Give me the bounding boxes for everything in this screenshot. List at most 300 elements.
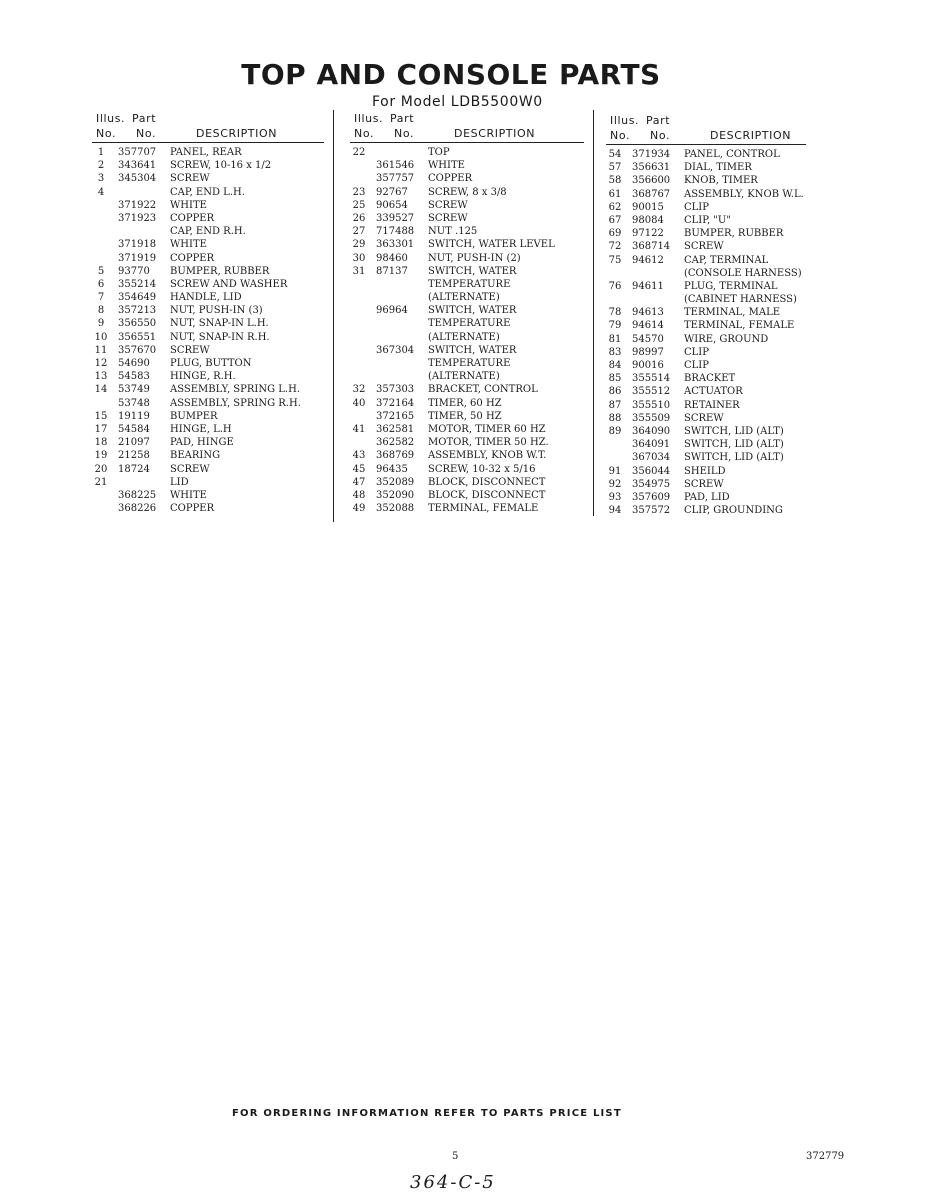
illus-number: 32 bbox=[352, 384, 366, 396]
illus-number: 11 bbox=[94, 344, 108, 356]
part-description: BUMPER, RUBBER bbox=[684, 228, 784, 240]
parts-row bbox=[92, 357, 324, 370]
illus-number: 18 bbox=[94, 437, 108, 449]
parts-list bbox=[606, 148, 806, 517]
part-number: 355512 bbox=[632, 386, 671, 398]
parts-row bbox=[606, 240, 806, 253]
part-number: 356550 bbox=[118, 318, 157, 330]
parts-row bbox=[606, 319, 806, 332]
part-description: SCREW bbox=[428, 212, 468, 224]
parts-row bbox=[350, 436, 584, 449]
illus-number: 75 bbox=[608, 254, 622, 266]
part-number: 356044 bbox=[632, 465, 671, 477]
illus-number: 31 bbox=[352, 265, 366, 277]
illus-number: 8 bbox=[97, 305, 105, 317]
parts-row bbox=[606, 372, 806, 385]
illus-number: 15 bbox=[94, 410, 108, 422]
part-description: TERMINAL, FEMALE bbox=[684, 320, 795, 332]
part-description: MOTOR, TIMER 50 HZ. bbox=[428, 437, 549, 449]
parts-row bbox=[350, 423, 584, 436]
part-number: 356600 bbox=[632, 175, 671, 187]
illus-number: 61 bbox=[608, 188, 622, 200]
part-description: (CONSOLE HARNESS) bbox=[684, 267, 802, 279]
part-description: SWITCH, LID (ALT) bbox=[684, 439, 784, 451]
part-number: 352089 bbox=[376, 476, 415, 488]
part-description: COPPER bbox=[170, 212, 215, 224]
parts-row bbox=[606, 161, 806, 174]
illus-number: 62 bbox=[608, 201, 622, 213]
part-description: PAD, LID bbox=[684, 491, 730, 503]
part-number: 357707 bbox=[118, 147, 157, 158]
illus-number: 4 bbox=[97, 186, 105, 198]
illus-number: 13 bbox=[94, 371, 108, 383]
part-number: 19119 bbox=[118, 410, 150, 422]
part-description: TEMPERATURE bbox=[428, 358, 511, 369]
part-description: MOTOR, TIMER 60 HZ bbox=[428, 423, 546, 435]
part-number: 94614 bbox=[632, 320, 664, 332]
illus-number: 43 bbox=[352, 450, 366, 462]
part-number: 345304 bbox=[118, 173, 157, 185]
column-divider bbox=[333, 110, 334, 522]
part-number: 355214 bbox=[118, 278, 157, 290]
parts-row bbox=[606, 359, 806, 372]
illus-label: Illus. bbox=[96, 112, 126, 125]
part-number: 361546 bbox=[376, 160, 415, 172]
parts-row bbox=[350, 344, 584, 357]
part-description: CLIP bbox=[684, 201, 709, 213]
parts-row bbox=[350, 291, 584, 304]
illus-number: 76 bbox=[608, 280, 622, 292]
parts-row bbox=[350, 304, 584, 317]
part-label: Part bbox=[646, 114, 671, 127]
parts-row bbox=[606, 478, 806, 491]
part-description: TIMER, 60 HZ bbox=[428, 397, 502, 409]
parts-row bbox=[606, 346, 806, 359]
description-label: DESCRIPTION bbox=[710, 129, 792, 142]
parts-row bbox=[606, 214, 806, 227]
illus-number: 83 bbox=[608, 346, 622, 358]
description-label: DESCRIPTION bbox=[454, 127, 536, 140]
illus-number: 25 bbox=[352, 199, 366, 211]
part-description: CLIP bbox=[684, 346, 709, 358]
illus-number: 30 bbox=[352, 252, 366, 264]
part-description: PLUG, TERMINAL bbox=[684, 280, 778, 292]
parts-column-2 bbox=[350, 112, 584, 532]
illus-number: 67 bbox=[608, 214, 622, 226]
illus-number: 19 bbox=[94, 450, 108, 462]
part-description: SCREW bbox=[684, 241, 724, 253]
parts-row bbox=[606, 491, 806, 504]
parts-row bbox=[92, 225, 324, 238]
part-number: 717488 bbox=[376, 226, 415, 238]
part-description: CAP, END L.H. bbox=[170, 186, 245, 198]
illus-number: 23 bbox=[352, 186, 366, 198]
part-label: Part bbox=[132, 112, 157, 125]
part-description: RETAINER bbox=[684, 399, 740, 411]
illus-number: 12 bbox=[94, 358, 108, 369]
illus-number: 14 bbox=[94, 384, 108, 396]
parts-row bbox=[350, 225, 584, 238]
part-number: 21258 bbox=[118, 450, 150, 462]
illus-no-label: No. bbox=[96, 127, 117, 140]
parts-row bbox=[350, 252, 584, 265]
part-description: HANDLE, LID bbox=[170, 292, 242, 304]
part-description: (ALTERNATE) bbox=[428, 292, 500, 304]
parts-row bbox=[92, 502, 324, 515]
part-number: 54583 bbox=[118, 371, 150, 383]
part-description: (CABINET HARNESS) bbox=[684, 294, 797, 306]
illus-no-label: No. bbox=[354, 127, 375, 140]
illus-number: 1 bbox=[97, 147, 105, 158]
part-description: PAD, HINGE bbox=[170, 437, 234, 449]
part-description: CLIP, GROUNDING bbox=[684, 505, 783, 517]
parts-row bbox=[350, 317, 584, 330]
parts-row bbox=[350, 172, 584, 185]
parts-row bbox=[606, 254, 806, 267]
parts-row bbox=[606, 267, 806, 280]
part-description: ASSEMBLY, KNOB W.T. bbox=[428, 450, 547, 462]
part-number: 53749 bbox=[118, 384, 150, 396]
part-number: 372165 bbox=[376, 410, 415, 422]
parts-row bbox=[92, 397, 324, 410]
parts-row bbox=[92, 186, 324, 199]
part-number: 356551 bbox=[118, 331, 157, 343]
parts-row bbox=[606, 306, 806, 319]
part-number: 371918 bbox=[118, 239, 157, 251]
parts-row bbox=[350, 449, 584, 462]
parts-row bbox=[92, 436, 324, 449]
part-number: 368769 bbox=[376, 450, 415, 462]
part-description: COPPER bbox=[428, 173, 473, 185]
part-number: 355509 bbox=[632, 412, 671, 424]
parts-row bbox=[350, 331, 584, 344]
part-number: 96964 bbox=[376, 305, 408, 317]
part-description: SCREW bbox=[684, 412, 724, 424]
parts-row bbox=[606, 333, 806, 346]
part-number: 357670 bbox=[118, 344, 157, 356]
part-description: NUT .125 bbox=[428, 226, 478, 238]
part-number: 355510 bbox=[632, 399, 671, 411]
parts-row bbox=[606, 451, 806, 464]
illus-number: 22 bbox=[352, 147, 366, 158]
page-number: 5 bbox=[452, 1151, 459, 1162]
parts-row bbox=[606, 280, 806, 293]
part-label: Part bbox=[390, 112, 415, 125]
part-number: 352088 bbox=[376, 503, 415, 515]
part-number: 21097 bbox=[118, 437, 150, 449]
part-description: SCREW, 10-16 x 1/2 bbox=[170, 160, 272, 172]
part-description: DIAL, TIMER bbox=[684, 162, 752, 174]
part-number: 98084 bbox=[632, 214, 664, 226]
model-subtitle: For Model LDB5500W0 bbox=[372, 94, 543, 110]
parts-row bbox=[92, 146, 324, 159]
part-number: 363301 bbox=[376, 239, 415, 251]
description-label: DESCRIPTION bbox=[196, 127, 278, 140]
part-description: LID bbox=[170, 476, 189, 488]
parts-row bbox=[350, 278, 584, 291]
illus-number: 29 bbox=[352, 239, 366, 251]
parts-row bbox=[92, 344, 324, 357]
part-description: WIRE, GROUND bbox=[684, 333, 769, 345]
part-description: SCREW bbox=[684, 478, 724, 490]
part-description: PANEL, REAR bbox=[170, 147, 242, 158]
part-description: CLIP, "U" bbox=[684, 214, 731, 226]
illus-label: Illus. bbox=[354, 112, 384, 125]
illus-number: 41 bbox=[352, 423, 366, 435]
part-description: BUMPER bbox=[170, 410, 218, 422]
parts-row bbox=[92, 317, 324, 330]
ordering-note: FOR ORDERING INFORMATION REFER TO PARTS PRICE LIST bbox=[232, 1108, 622, 1119]
part-description: TIMER, 50 HZ bbox=[428, 410, 502, 422]
parts-row bbox=[350, 383, 584, 396]
column-divider bbox=[593, 110, 594, 516]
parts-row bbox=[92, 159, 324, 172]
parts-row bbox=[606, 148, 806, 161]
parts-row bbox=[606, 385, 806, 398]
part-description: CAP, TERMINAL bbox=[684, 254, 769, 266]
part-description: SCREW bbox=[170, 463, 210, 475]
part-number: 93770 bbox=[118, 265, 150, 277]
illus-number: 20 bbox=[94, 463, 108, 475]
part-number: 54584 bbox=[118, 423, 150, 435]
part-description: NUT, SNAP-IN L.H. bbox=[170, 318, 269, 330]
part-no-label: No. bbox=[650, 129, 671, 142]
illus-number: 17 bbox=[94, 423, 108, 435]
illus-number: 88 bbox=[608, 412, 622, 424]
part-description: HINGE, L.H bbox=[170, 423, 232, 435]
parts-row bbox=[350, 502, 584, 515]
illus-number: 6 bbox=[97, 278, 105, 290]
illus-label: Illus. bbox=[610, 114, 640, 127]
part-description: BEARING bbox=[170, 450, 221, 462]
illus-number: 40 bbox=[352, 397, 366, 409]
part-number: 54570 bbox=[632, 333, 664, 345]
part-description: (ALTERNATE) bbox=[428, 331, 500, 343]
illus-number: 81 bbox=[608, 333, 622, 345]
part-description: TERMINAL, MALE bbox=[684, 307, 781, 319]
parts-row bbox=[92, 265, 324, 278]
parts-row bbox=[350, 489, 584, 502]
part-description: NUT, PUSH-IN (3) bbox=[170, 305, 263, 317]
parts-column-3 bbox=[606, 114, 806, 534]
illus-number: 84 bbox=[608, 360, 622, 371]
parts-row bbox=[350, 238, 584, 251]
parts-row bbox=[92, 238, 324, 251]
parts-row bbox=[606, 438, 806, 451]
parts-list bbox=[92, 146, 324, 515]
part-number: 371923 bbox=[118, 212, 157, 224]
part-description: CLIP bbox=[684, 360, 709, 371]
parts-row bbox=[92, 199, 324, 212]
part-description: SWITCH, LID (ALT) bbox=[684, 425, 784, 437]
illus-number: 79 bbox=[608, 320, 622, 332]
part-description: TERMINAL, FEMALE bbox=[428, 503, 539, 515]
part-description: SCREW bbox=[170, 173, 210, 185]
part-number: 357213 bbox=[118, 305, 157, 317]
part-number: 371922 bbox=[118, 199, 157, 211]
part-description: PLUG, BUTTON bbox=[170, 358, 252, 369]
part-description: SHEILD bbox=[684, 465, 726, 477]
part-description: CAP, END R.H. bbox=[170, 226, 246, 238]
part-number: 354975 bbox=[632, 478, 671, 490]
illus-number: 2 bbox=[97, 160, 105, 172]
part-number: 94611 bbox=[632, 280, 664, 292]
parts-row bbox=[350, 186, 584, 199]
part-description: PANEL, CONTROL bbox=[684, 149, 780, 160]
part-description: KNOB, TIMER bbox=[684, 175, 758, 187]
parts-row bbox=[606, 293, 806, 306]
parts-row bbox=[350, 370, 584, 383]
part-number: 368225 bbox=[118, 489, 157, 501]
part-description: ACTUATOR bbox=[684, 386, 743, 398]
parts-row bbox=[350, 146, 584, 159]
part-number: 356631 bbox=[632, 162, 671, 174]
illus-number: 69 bbox=[608, 228, 622, 240]
parts-row bbox=[350, 357, 584, 370]
header-rule bbox=[350, 142, 584, 143]
part-description: TEMPERATURE bbox=[428, 278, 511, 290]
part-number: 98997 bbox=[632, 346, 664, 358]
part-description: SWITCH, WATER bbox=[428, 305, 517, 317]
parts-row bbox=[92, 463, 324, 476]
column-header bbox=[92, 112, 324, 144]
part-number: 357609 bbox=[632, 491, 671, 503]
part-number: 90015 bbox=[632, 201, 664, 213]
part-number: 94612 bbox=[632, 254, 664, 266]
part-description: BLOCK, DISCONNECT bbox=[428, 489, 546, 501]
part-number: 367034 bbox=[632, 452, 671, 464]
parts-row bbox=[606, 399, 806, 412]
illus-number: 86 bbox=[608, 386, 622, 398]
part-number: 357303 bbox=[376, 384, 415, 396]
part-description: BRACKET bbox=[684, 373, 736, 385]
part-description: SCREW, 10-32 x 5/16 bbox=[428, 463, 536, 475]
parts-row bbox=[606, 201, 806, 214]
parts-list bbox=[350, 146, 584, 515]
part-number: 362582 bbox=[376, 437, 415, 449]
part-number: 53748 bbox=[118, 397, 150, 409]
illus-number: 21 bbox=[94, 476, 108, 488]
part-number: 97122 bbox=[632, 228, 664, 240]
parts-row bbox=[92, 449, 324, 462]
part-description: SWITCH, WATER bbox=[428, 265, 517, 277]
illus-number: 9 bbox=[97, 318, 105, 330]
part-number: 98460 bbox=[376, 252, 408, 264]
parts-row bbox=[606, 465, 806, 478]
document-number: 372779 bbox=[806, 1151, 845, 1162]
part-number: 18724 bbox=[118, 463, 150, 475]
part-description: SCREW bbox=[170, 344, 210, 356]
part-description: BRACKET, CONTROL bbox=[428, 384, 538, 396]
part-description: ASSEMBLY, SPRING R.H. bbox=[170, 397, 301, 409]
illus-number: 27 bbox=[352, 226, 366, 238]
illus-number: 5 bbox=[97, 265, 105, 277]
parts-row bbox=[606, 412, 806, 425]
part-number: 368767 bbox=[632, 188, 671, 200]
parts-row bbox=[92, 291, 324, 304]
illus-number: 10 bbox=[94, 331, 108, 343]
handwritten-note: 364-C-5 bbox=[410, 1172, 496, 1193]
parts-row bbox=[606, 425, 806, 438]
part-number: 371934 bbox=[632, 149, 671, 160]
page-title: TOP AND CONSOLE PARTS bbox=[241, 58, 661, 91]
part-description: WHITE bbox=[170, 199, 207, 211]
part-number: 352090 bbox=[376, 489, 415, 501]
illus-number: 47 bbox=[352, 476, 366, 488]
parts-row bbox=[350, 265, 584, 278]
part-number: 371919 bbox=[118, 252, 157, 264]
illus-number: 57 bbox=[608, 162, 622, 174]
part-number: 92767 bbox=[376, 186, 408, 198]
part-description: NUT, SNAP-IN R.H. bbox=[170, 331, 270, 343]
part-description: SWITCH, WATER LEVEL bbox=[428, 239, 555, 251]
part-number: 90654 bbox=[376, 199, 408, 211]
illus-number: 49 bbox=[352, 503, 366, 515]
illus-number: 48 bbox=[352, 489, 366, 501]
part-number: 357757 bbox=[376, 173, 415, 185]
part-number: 367304 bbox=[376, 344, 415, 356]
parts-row bbox=[92, 304, 324, 317]
part-description: WHITE bbox=[170, 489, 207, 501]
part-description: COPPER bbox=[170, 503, 215, 515]
part-description: ASSEMBLY, SPRING L.H. bbox=[170, 384, 300, 396]
part-number: 364090 bbox=[632, 425, 671, 437]
part-number: 87137 bbox=[376, 265, 408, 277]
parts-row bbox=[92, 172, 324, 185]
part-description: SWITCH, WATER bbox=[428, 344, 517, 356]
part-description: ASSEMBLY, KNOB W.L. bbox=[684, 188, 804, 200]
part-description: COPPER bbox=[170, 252, 215, 264]
illus-number: 85 bbox=[608, 373, 622, 385]
illus-number: 92 bbox=[608, 478, 622, 490]
part-number: 96435 bbox=[376, 463, 408, 475]
parts-row bbox=[350, 463, 584, 476]
header-rule bbox=[606, 144, 806, 145]
part-description: TEMPERATURE bbox=[428, 318, 511, 330]
part-number: 364091 bbox=[632, 439, 671, 451]
illus-number: 78 bbox=[608, 307, 622, 319]
part-description: SCREW, 8 x 3/8 bbox=[428, 186, 507, 198]
parts-row bbox=[350, 397, 584, 410]
parts-row bbox=[92, 370, 324, 383]
parts-column-1 bbox=[92, 112, 324, 532]
illus-number: 26 bbox=[352, 212, 366, 224]
part-description: BUMPER, RUBBER bbox=[170, 265, 270, 277]
part-no-label: No. bbox=[394, 127, 415, 140]
part-number: 90016 bbox=[632, 360, 664, 371]
parts-row bbox=[92, 331, 324, 344]
parts-row bbox=[606, 174, 806, 187]
part-description: HINGE, R.H. bbox=[170, 371, 236, 383]
part-number: 94613 bbox=[632, 307, 664, 319]
part-number: 372164 bbox=[376, 397, 415, 409]
part-no-label: No. bbox=[136, 127, 157, 140]
parts-row bbox=[606, 188, 806, 201]
parts-row bbox=[92, 212, 324, 225]
part-number: 354649 bbox=[118, 292, 157, 304]
part-description: WHITE bbox=[170, 239, 207, 251]
column-header bbox=[350, 112, 584, 144]
illus-number: 58 bbox=[608, 175, 622, 187]
part-description: (ALTERNATE) bbox=[428, 371, 500, 383]
part-description: WHITE bbox=[428, 160, 465, 172]
illus-number: 87 bbox=[608, 399, 622, 411]
illus-no-label: No. bbox=[610, 129, 631, 142]
illus-number: 7 bbox=[97, 292, 105, 304]
parts-row bbox=[92, 410, 324, 423]
part-number: 54690 bbox=[118, 358, 150, 369]
part-description: SWITCH, LID (ALT) bbox=[684, 452, 784, 464]
